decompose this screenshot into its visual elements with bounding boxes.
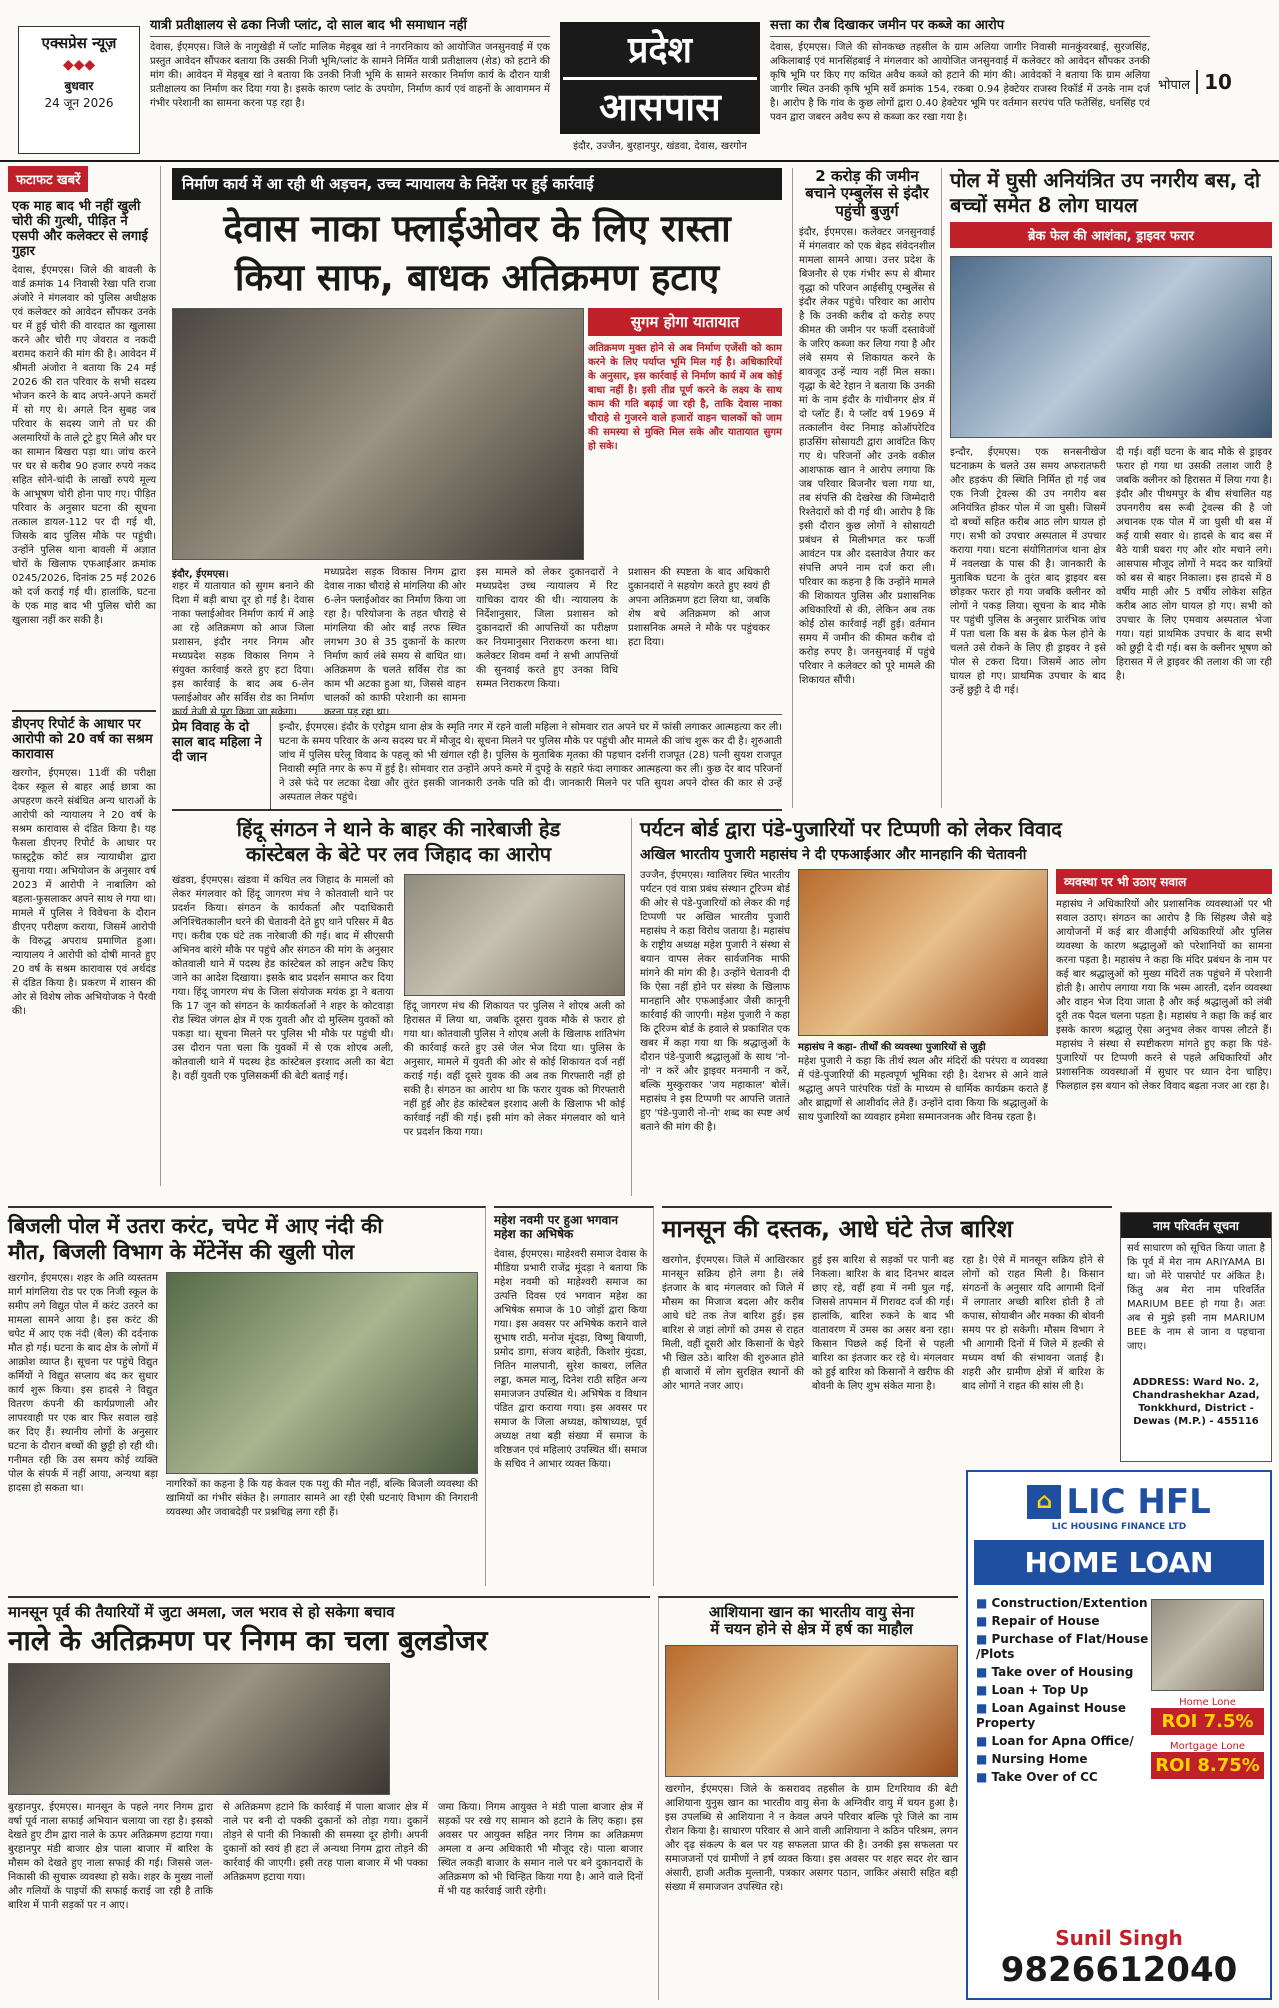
name-change-notice [1120, 1212, 1272, 1462]
sidebar-kicker: फटाफट खबरें [8, 166, 88, 192]
lead-story-col2-text: मध्यप्रदेश सड़क विकास निगम द्वारा देवास नाका चौराहे से मांगलिया की ओर 6-लेन फ्लाईओवर का निर्माण किया जा रहा है। परियोजना के तहत चौराहे से मांगलिया की ओर बाईं तरफ स्थित लगभग 30 से 35 दुकानों के कारण निर्माण कार्य लंबे समय से बाधित था। अतिक्रमण के चलते सर्विस रोड का काम भी अटका हुआ था, जिससे वाहन चालकों को काफी परेशानी का सामना करना पड़ रहा था। [324, 567, 466, 718]
lead-story [172, 168, 782, 718]
lead-story-pull-box [588, 308, 782, 558]
air-force-story-body: खरगोन, ईएमएस। जिले के कसरावद तहसील के ग्राम टिगरियाव की बेटी आशियाना युनुस खान का भारतीय वायु सेना के अग्निवीर वायु में चयन हुआ है। इस उपलब्धि से आशियाना ने न केवल अपने परिवार बल्कि पूरे जिले का नाम रोशन किया है। साधारण परिवार से आने वाली आशियाना ने कठिन परिश्रम, लगन और दृढ़ संकल्प के बल पर यह सफलता प्राप्त की है। उनकी इस सफलता पर समाजजनों एवं ग्रामीणों ने हर्ष व्यक्त किया। इस अवसर पर शहर सदर शेर खान अंसारी, हाजी अतीक मुल्तानी, पत्रकार असगर पठान, जाकिर अंसारी सहित बड़ी संख्या में समाजजन उपस्थित रहे। [665, 1783, 958, 1893]
lic-brand: LIC HFL [1066, 1482, 1211, 1522]
lic-item [976, 1683, 1151, 1698]
nala-story-col2: से अतिक्रमण हटाने कि कार्रवाई में पाला बाजार क्षेत्र में नाले पर बनी दो पक्की दुकानों को तोड़ा गया। दुकानें तोड़ने से पानी की निकासी की समस्या दूर होगी। अपनी दुकानों को स्वयं ही हटा लें अन्यथा निगम द्वारा तोड़ने की कार्रवाई की जाएगी। इसी तरह पाला बाजार में भी पक्का अतिक्रमण हटाया गया। [223, 1802, 428, 1884]
nala-story-columns [8, 1801, 650, 1981]
ambulance-story-body: इंदौर, ईएमएस। कलेक्टर जनसुनवाई में मंगलवार को एक बेहद संवेदनशील मामला सामने आया। उत्तर प्रदेश के बिजनौर से एक गंभीर रूप से बीमार वृद्धा को परिजन आईसीयू एम्बुलेंस से इंदौर लेकर पहुंचे। परिवार का आरोप है कि उनकी करीब दो करोड़ रुपए कीमत की जमीन पर फर्जी दस्तावेजों के जरिए कब्जा कर लिया गया है और लंबे समय से शिकायत करने के बावजूद उन्हें न्याय नहीं मिल सका। वृद्धा के बेटे रेहान ने बताया कि उनकी मां के नाम इंदौर के गांधीनगर क्षेत्र में दो प्लॉट हैं। ये प्लॉट वर्ष 1969 में तत्कालीन वेस्ट निमाड़ कोऑपरेटिव हाउसिंग सोसायटी द्वारा आवंटित किए गए थे। परिजनों और उनके वकील आशफाक खान ने आरोप लगाया कि जब परिवार बिजनौर चला गया था, तब संपत्ति की देखरेख की जिम्मेदारी रिश्तेदारों को दी गई थी। आरोप है कि इसी दौरान कुछ लोगों ने सोसायटी प्रबंधन से मिलीभगत कर फर्जी आवंटन पत्र और दस्तावेज तैयार कर संपत्ति अपने नाम दर्ज करा ली। परिवार का कहना है कि उन्होंने मामले की शिकायत पुलिस और प्रशासनिक अधिकारियों से की, लेकिन अब तक कोई ठोस कार्रवाई नहीं हुई। वर्तमान समय में जमीन की कीमत करीब दो करोड़ रुपए है। जनसुनवाई में पहुंचे परिवार ने कलेक्टर को पूरे मामले की शिकायत सौंपी। [799, 226, 935, 686]
top-left-story [150, 18, 550, 158]
bullet-icon: ■ [976, 1683, 992, 1697]
bullet-icon: ■ [976, 1632, 992, 1646]
monsoon-story-col3: रहा है। ऐसे में मानसून सक्रिय होने से लोगों को राहत मिली है। किसान संगठनों के अनुसार यदि आगामी दिनों में लगातार अच्छी बारिश होती है तो कपास, सोयाबीन और मक्का की बोवनी समय पर हो सकेगी। मौसम विभाग ने भी आगामी दिनों में जिले में हल्की से मध्यम वर्षा की संभावना जताई है। शहरी और ग्रामीण क्षेत्रों में बारिश के बाद लोगों ने राहत की सांस ली है। [962, 1254, 1104, 1392]
mahesh-story-body: देवास, ईएमएस। माहेश्वरी समाज देवास के मीडिया प्रभारी राजेंद्र मूंदड़ा ने बताया कि महेश नवमी को माहेश्वरी समाज का उत्पत्ति दिवस एवं भगवान महेश का अभिषेक समाज के 10 जोड़ों द्वारा किया गया। इस अवसर पर अभिषेक कराने वाले सुभाष राठी, मनोज मूंदड़ा, विष्णु बियाणी, प्रमोद डागा, संजय बाहेती, किशोर मुंदडा, नितिन मालपानी, सुरेश काबरा, ललित लड्डा, कमल मालू, दिनेश राठी सहित अन्य समाजजन उपस्थित थे। अभिषेक व विधान पंडित द्वारा कराया गया। इस अवसर पर समाज के जिला अध्यक्ष, कोषाध्यक्ष, पूर्व अध्यक्ष तथा बड़ी संख्या में समाज के वरिष्ठजन एवं महिलाएं उपस्थित थीं। समाज के सचिव ने आभार व्यक्त किया। [494, 1248, 647, 1470]
lic-item-label: Purchase of Flat/House /Plots [976, 1632, 1149, 1661]
bus-story-col2: दी गई। वहीं घटना के बाद मौके से ड्राइवर फरार हो गया था उसकी तलाश जारी है जबकि क्लीनर को हिरासत में लिया गया है। इंदौर और पीथमपुर के बीच संचालित यह उपनगरीय बस रूबी ट्रेवल्स की है जो अचानक एक पोल में जा घुसी थी बस में कई यात्री सवार थे। हादसे के बाद बस में बैठे यात्री घबरा गए और शोर मचाने लगे। आसपास मौजूद लोगों ने मदद कर यात्रियों को बस से बाहर निकाला। इस हादसे में 8 वर्षीय माही और 5 वर्षीय लोकेश सहित करीब आठ लोग घायल हो गए। सभी को उपचार के लिए एमवाय अस्पताल भेजा गया। यहां प्राथमिक उपचार के बाद सभी को छुट्टी दे दी गई। बस के क्लीनर भूषण को हिरासत में ले ड्राइवर की तलाश की जा रही है। [1116, 447, 1272, 682]
sidebar [8, 166, 161, 1186]
lic-roi-mortgage: ROI 8.75% [1151, 1752, 1264, 1779]
tourism-story-middle [798, 869, 1048, 1183]
lic-item [976, 1770, 1151, 1785]
bus-story-photo [950, 256, 1272, 438]
lic-item-label: Construction/Extention [991, 1596, 1148, 1610]
tourism-story-headline: पर्यटन बोर्ड द्वारा पंडे-पुजारियों पर टिप्पणी को लेकर विवाद [640, 817, 1062, 841]
bus-story [950, 168, 1272, 808]
masthead [18, 26, 140, 154]
lic-brand-block [968, 1472, 1270, 1532]
protest-story-col2 [404, 874, 626, 1186]
section-title-line1: प्रदेश [563, 25, 757, 80]
lead-story-kicker: निर्माण कार्य में आ रही थी अड़चन, उच्च न्यायालय के निर्देश पर हुई कार्रवाई [172, 168, 782, 200]
nala-story [8, 1596, 650, 2000]
lic-item-label: Take over of Housing [991, 1665, 1134, 1679]
tourism-story-side-kicker: व्यवस्था पर भी उठाए सवाल [1056, 869, 1272, 894]
top-right-story-title: सत्ता का रौब दिखाकर जमीन पर कब्जे का आरोप [770, 18, 1150, 37]
electric-story [8, 1206, 486, 1586]
air-force-story-photo [665, 1645, 958, 1777]
lic-item [976, 1614, 1151, 1629]
tourism-story-side-body: महासंघ ने अधिकारियों और प्रशासनिक व्यवस्थाओं पर भी सवाल उठाए। संगठन का आरोप है कि सिंहस्थ जैसे बड़े आयोजनों में कई बार वीआईपी अधिकारियों और पुलिस व्यवस्था के कारण श्रद्धालुओं को परेशानियों का सामना करना पड़ता है। महासंघ ने कहा कि मंदिर प्रबंधन के नाम पर कई बार श्रद्धालुओं को मुख्य मंदिरों तक पहुंचने में परेशानी होती है। आरोप लगाया गया कि भस्म आरती, दर्शन व्यवस्था और वाहन भेज दिया जाता है और कई श्रद्धालुओं को लंबी दूरी तक पैदल चलना पड़ता है। महासंघ ने कहा कि कई बार इसके कारण श्रद्धालु ऐसा अनुभव लेकर वापस लौटते हैं। महासंघ ने संस्था से स्पष्टीकरण मांगते हुए कहा कि पंडे-पुजारियों पर टिप्पणी करने से पहले अधिकारियों और प्रशासनिक व्यवस्थाओं में सुधार पर ध्यान देना चाहिए। फिलहाल इस बयान को लेकर विवाद बढ़ता नजर आ रहा है। [1056, 899, 1272, 1093]
lead-story-col3-text: इस मामले को लेकर दुकानदारों ने मध्यप्रदेश उच्च न्यायालय में रिट याचिका दायर की थी। न्यायालय के निर्देशानुसार, जिला प्रशासन को दुकानदारों की आपत्तियों का परीक्षण कर नियमानुसार निराकरण करना था। कलेक्टर शिवम वर्मा ने सभी आपत्तियों की सुनवाई करते हुए उनका विधि सम्मत निराकरण किया। [476, 567, 618, 690]
electric-story-headline-line1: बिजली पोल में उतरा करंट, चपेट में आए नंदी की [8, 1214, 383, 1238]
electric-story-caption: नागरिकों का कहना है कि यह केवल एक पशु की मौत नहीं, बल्कि बिजली व्यवस्था की खामियों का गंभीर संकेत है। लगातार सामने आ रही ऐसी घटनाएं विभाग की निगरानी व्यवस्था और जवाबदेही पर प्रश्नचिह्न लगा रही हैं। [166, 1479, 478, 1519]
lic-items-list [968, 1593, 1151, 1788]
bullet-icon: ■ [976, 1701, 992, 1715]
lic-body [968, 1593, 1270, 1788]
bullet-icon: ■ [976, 1614, 992, 1628]
lic-family-photo [1151, 1599, 1264, 1691]
brief-story [172, 714, 782, 811]
lic-rates [1151, 1593, 1270, 1788]
lic-roi-home: ROI 7.5% [1151, 1708, 1264, 1735]
lic-item-label: Loan + Top Up [991, 1683, 1089, 1697]
lead-story-headline-line2: किया साफ, बाधक अतिक्रमण हटाए [234, 255, 720, 299]
monsoon-story-col2: हुई इस बारिश से सड़कों पर पानी बह निकला। बारिश के बाद दिनभर बादल छाए रहे, वहीं हवा में नमी घुल गई, जिससे तापमान में गिरावट दर्ज की गई। हालांकि, बारिश रुकने के बाद भी वातावरण में उमस का असर बना रहा। किसान पिछले कई दिनों से पहली बारिश का इंतजार कर रहे थे। मंगलवार को हुई बारिश को किसानों ने खरीफ की बोवनी के लिए शुभ संकेत माना है। [812, 1254, 954, 1392]
lead-story-headline-line1: देवास नाका फ्लाईओवर के लिए रास्ता [223, 207, 731, 250]
tourism-story-photo [798, 869, 1048, 1036]
protest-story-col2-text: हिंदू जागरण मंच की शिकायत पर पुलिस ने शोएब अली को हिरासत में लिया था, जबकि दूसरा युवक मौके से फरार हो गया था। कोतवाली पुलिस ने शोएब अली के खिलाफ शांतिभंग की कार्रवाई करते हुए उसे जेल भेज दिया था। पुलिस के अनुसार, मामले में युवती की ओर से कोई शिकायत दर्ज नहीं कराई गई। वहीं दूसरे युवक की अब तक गिरफ्तारी नहीं हो सकी है। संगठन का आरोप था कि फरार युवक को गिरफ्तारी नहीं हुई और हेड कांस्टेबल इरशाद अली के खिलाफ भी कोई कार्रवाई नहीं की गई। इसी मांग को लेकर मंगलवार को थाने पर प्रदर्शन किया गया। [403, 1001, 625, 1138]
lic-item [976, 1734, 1151, 1749]
ambulance-story [792, 168, 942, 808]
protest-story-columns [172, 874, 625, 1186]
protest-story-headline-line2: कांस्टेबल के बेटे पर लव जिहाद का आरोप [245, 842, 552, 866]
masthead-date: 24 जून 2026 [44, 96, 114, 110]
electric-story-body: खरगोन, ईएमएस। शहर के अति व्यस्ततम मार्ग मांगलिया रोड पर एक निजी स्कूल के समीप लगे विद्युत पोल में करंट उतरने का मामला सामने आया है। इस करंट की चपेट में आए एक नंदी (बैल) की दर्दनाक मौत हो गई। घटना के बाद क्षेत्र के लोगों में आक्रोश व्याप्त है। सूचना पर पहुंचे विद्युत कर्मियों ने विद्युत सप्लाय बंद कर सुधार कार्य शुरू किया। इस हादसे ने विद्युत वितरण कंपनी की कार्यप्रणाली और लापरवाही पर एक बार फिर सवाल खड़े कर दिए हैं। स्थानीय लोगों के अनुसार घटना के दौरान बच्चों की छुट्टी हो रही थी। गनीमत रही कि उस समय कोई व्यक्ति पोल के संपर्क में नहीं आया, अन्यथा बड़ा हादसा हो सकता था। [8, 1273, 158, 1495]
protest-story-photo [404, 874, 626, 996]
masthead-day: बुधवार [64, 79, 94, 93]
brief-story-title: प्रेम विवाह के दो साल बाद महिला ने दी जान [172, 715, 271, 809]
page-info [1158, 70, 1232, 94]
mahesh-story [494, 1206, 654, 1586]
brief-story-body: इन्दौर, ईएमएस। इंदौर के एरोड्रम थाना क्षेत्र के स्मृति नगर में रहने वाली महिला ने सोमवार रात अपने घर में फांसी लगाकर आत्महत्या कर ली। घटना के समय परिवार के अन्य सदस्य घर में मौजूद थे। सूचना मिलने पर पुलिस मौके पर पहुंची और मामले की जांच शुरू कर दी है। शुरुआती जांच में पुलिस घरेलू विवाद के पहलू को भी खंगाल रही है। पुलिस के मुताबिक मृतका की पहचान दर्शनी राजपूत (28) पत्नी सुयश राजपूत निवासी स्मृति नगर के रूप में हुई है। सोमवार रात उन्होंने अपने कमरे में दुपट्टे के सहारे फंदा लगाकर आत्महत्या कर ली। कुछ देर बाद परिजनों ने उसे फंदे पर लटका देखा और तुरंत इसकी जानकारी उनके पति को दी। जानकारी मिलने पर पति सुयश अपने दोस्त की कार से उन्हें अस्पताल लेकर पहुंचे। [279, 722, 782, 803]
lic-item [976, 1752, 1151, 1767]
masthead-diamond-icon: ◆◆◆ [62, 57, 96, 73]
air-force-story-title-line2: में चयन होने से क्षेत्र में हर्ष का माहौल [710, 1620, 913, 1639]
electric-story-photo-col [166, 1272, 478, 1568]
top-left-story-body: देवास, ईएमएस। जिले के नागुखेड़ी में प्लॉट मालिक मेहबूब खां ने नगरनिकाय को आयोजित जनसुनवाई में एक प्रस्तुत आवेदन सौंपकर बताया कि उसकी निजी भूमि/प्लांट के सामने निर्मित यात्री प्रतीक्षालय (शेड) को हटाने की मांग की। आवेदन में मेहबूब खां ने बताया कि उनकी निजी भूमि के सामने सरकार निर्माण कार्य के दौरान यात्री प्रतीक्षालय का निर्माण कर दिया गया है। इसके कारण प्लांट के उपयोग, निर्माण कार्य एवं वाहनों के आवागमन में गंभीर परेशानी का सामना करना पड़ रहा है। [150, 42, 550, 109]
name-change-title: नाम परिवर्तन सूचना [1121, 1213, 1271, 1238]
lic-item [976, 1632, 1151, 1662]
top-right-story [770, 18, 1150, 158]
nala-story-photo [8, 1663, 390, 1795]
bullet-icon: ■ [976, 1734, 992, 1748]
lead-story-col4-text: प्रशासन की स्पष्टता के बाद अधिकारी दुकानदारों ने सहयोग करते हुए स्वयं ही अपना अतिक्रमण हटा लिया था, जबकि शेष बचे अतिक्रमण को आज प्रशासनिक अमले ने मौके पर पहुंचकर हटा दिया। [628, 567, 770, 648]
lic-item-label: Repair of House [991, 1614, 1100, 1628]
electric-story-columns [8, 1272, 479, 1568]
mahesh-story-title-line1: महेश नवमी पर हुआ भगवान [494, 1213, 619, 1227]
top-right-story-body: देवास, ईएमएस। जिले की सोनकच्छ तहसील के ग्राम अलिया जागीर निवासी मानकुंवरबाई, सुरजसिंह, अकिलाबाई एवं मानसिंहबाई ने मंगलवार को आयोजित जनसुनवाई में कलेक्टर को आवेदन सौंपकर उनकी कृषि भूमि पर किए गए कथित अवैध कब्जे को हटाने की मांग की। आवेदकों ने बताया कि ग्राम अलिया जागीर स्थित उनकी कृषि भूमि सर्वे क्रमांक 154, रकबा 0.94 हेक्टेयर राजस्व रिकॉर्ड में उनके नाम दर्ज है। आरोप है कि गांव के कुछ लोगों द्वारा 0.40 हेक्टेयर भूमि पर वर्तमान सरपंच पति फतेसिंह, धनसिंह एवं पवन द्वारा जबरन अवैध रूप से कब्जा कर रखा गया है। [770, 42, 1150, 123]
bus-story-headline: पोल में घुसी अनियंत्रित उप नगरीय बस, दो बच्चों समेत 8 लोग घायल [950, 168, 1261, 217]
lic-item-label: Take Over of CC [991, 1770, 1098, 1784]
protest-story-headline-line1: हिंदू संगठन ने थाने के बाहर की नारेबाजी हेड [236, 817, 561, 841]
lic-item-label: Loan for Apna Office/ [991, 1734, 1134, 1748]
monsoon-story-headline: मानसून की दस्तक, आधे घंटे तेज बारिश [662, 1215, 1013, 1243]
nala-story-headline: नाले के अतिक्रमण पर निगम का चला बुलडोजर [8, 1624, 488, 1658]
lic-title: HOME LOAN [974, 1540, 1264, 1585]
protest-story [172, 818, 632, 1196]
lead-story-photo [172, 308, 584, 560]
name-change-body: सर्व साधारण को सूचित किया जाता है कि पूर्व में मेरा नाम ARIYAMA BI था। जो मेरे पासपोर्ट पर अंकित है। किंतु अब मेरा नाम परिवर्तित MARIUM BEE हो गया है। अतः अब से मुझे इसी नाम MARIUM BEE के नाम से जाना व पहचाना जाए। [1127, 1243, 1265, 1352]
lead-story-dateline: इंदौर, ईएमएस। [172, 569, 229, 580]
tourism-story-side [1056, 869, 1272, 1183]
name-change-address: ADDRESS: Ward No. 2, Chandrashekhar Azad, Tonkkhurd, District - Dewas (M.P.) - 455116 [1132, 1377, 1260, 1427]
electric-story-headline-line2: मौत, बिजली विभाग के मेंटेनेंस की खुली पोल [8, 1240, 355, 1265]
lead-story-col1-text: शहर में यातायात को सुगम बनाने की दिशा में बड़ी बाधा दूर हो गई है। देवास नाका फ्लाईओवर निर्माण कार्य में आड़े आ रहे अतिक्रमण को आज जिला प्रशासन, इंदौर नगर निगम और मध्यप्रदेश सड़क विकास निगम ने संयुक्त कार्रवाई करते हुए हटा दिया। इस कार्रवाई के बाद अब 6-लेन फ्लाईओवर और सर्विस रोड का निर्माण कार्य तेजी से पूरा किया जा सकेगा। [172, 581, 314, 718]
tourism-story-col1: उज्जैन, ईएमएस। ग्वालियर स्थित भारतीय पर्यटन एवं यात्रा प्रबंध संस्थान टूरिज्म बोर्ड की ओर से पंडे-पुजारियों को लेकर की गई टिप्पणी पर अखिल भारतीय पुजारी महासंघ ने कड़ा विरोध जताया है। महासंघ के राष्ट्रीय अध्यक्ष महेश पुजारी ने संस्था से बयान वापस लेकर सार्वजनिक माफी मांगने की मांग की है। उन्होंने चेतावनी दी कि ऐसा नहीं होने पर संस्था के खिलाफ मानहानि और एफआईआर जैसी कानूनी कार्रवाई की जाएगी। महेश पुजारी ने कहा कि टूरिज्म बोर्ड के हवाले से प्रकाशित एक खबर में कहा गया था कि श्रद्धालुओं के दौरान पंडे-पुजारी श्रद्धालुओं के साथ 'नो-नो' न करें और ड्राइवर मनमानी न करें, बल्कि मुस्कुराकर 'जय महाकाल' बोलें। महासंघ ने इस टिप्पणी पर आपत्ति जताते हुए 'पंडे-पुजारी नो-नो' शब्द का स्पष्ट अर्थ बताने की मांग की है। [640, 870, 790, 1134]
mahesh-story-title-line2: महेश का अभिषेक [494, 1226, 574, 1241]
sidebar-story1-body: देवास, ईएमएस। जिले की बावली के वार्ड क्रमांक 14 निवासी रेखा पति राजा अंजोरे ने मंगलवार को पुलिस अधीक्षक एवं कलेक्टर को आवेदन सौंपकर उनके घर में हुई चोरी की वारदात का खुलासा करने और चोरी गए जेवरात व नकदी बरामद कराने की मांग की है। आवेदन में श्रीमती अंजोरा ने बताया कि 24 मई 2026 की रात परिवार के सभी सदस्य भोजन करने के बाद अपने-अपने कमरों में सो गए थे। अगले दिन सुबह जब परिवार के सदस्य जागे तो घर की अलमारियों के ताले टूटे हुए मिले और घर का सामान बिखरा पड़ा था। जांच करने पर घर से करीब 90 हजार रुपये नकद सहित सोने-चांदी के लाखों रुपये मूल्य के आभूषण चोरी होना पाए गए। पीड़ित परिवार के अनुसार घटना की सूचना तत्काल डायल-112 पर दी गई थी, जिसके बाद पुलिस मौके पर पहुंची। उन्होंने पुलिस थाना बावली में अज्ञात चोरों के खिलाफ एफआईआर क्रमांक 0245/2026, दिनांक 25 मई 2026 को दर्ज कराई गई थी। हालांकि, घटना के एक माह बाद भी पुलिस चोरी का खुलासा नहीं कर सकी है। [12, 264, 156, 626]
lic-item [976, 1665, 1151, 1680]
nala-story-col1: बुरहानपुर, ईएमएस। मानसून के पहले नगर निगम द्वारा वर्षा पूर्व नाला सफाई अभियान चलाया जा रहा है। इसको देखते हुए टीम द्वारा नाले के ऊपर अतिक्रमण हटाया गया। बुरहानपुर मंडी बाजार क्षेत्र पाला बाजार में बारिश के मौसम को देखते हुए नाला सफाई की गई। जिससे जल-निकासी की सुचारू व्यवस्था हो सके। शहर के मुख्य नालों और गलियों के पाइपों की सफाई कराई जा रही है ताकि बारिश में पानी सड़कों पर न आए। [8, 1802, 213, 1912]
lead-story-col1 [172, 566, 314, 718]
lead-story-columns [172, 566, 782, 718]
lic-phone: 9826612040 [1000, 1950, 1238, 1990]
sidebar-divider [12, 710, 156, 712]
bus-story-col1: इन्दौर, ईएमएस। एक सनसनीखेज घटनाक्रम के चलते उस समय अफरातफरी और हड़कंप की स्थिति निर्मित हो गई जब एक निजी ट्रेवल्स की उप नगरीय बस अनियंत्रित होकर पोल में जा घुसी। जिसमें दो बच्चों सहित करीब आठ लोग घायल हो गए। सभी को उपचार अस्पताल में उपचार कराया गया। घटना संयोगितागंज थाना क्षेत्र में नवलखा के पास की है। जानकारी के मुताबिक घटना के तुरंत बाद ड्राइवर बस छोड़कर फरार हो गया जबकि क्लीनर को लोगों ने पकड़ लिया। सूचना के बाद मौके पर पहुंची पुलिस के अनुसार प्रारंभिक जांच में पता चला कि बस के ब्रेक फेल होने के चलते उसे रोकने के लिए ही ड्राइवर ने इसे पोल से टकरा दिया। जिसमें आठ लोग घायल हो गए। प्राथमिक उपचार के बाद उन्हें छुट्टी दे दी गई। [950, 447, 1106, 696]
section-title-box [560, 22, 760, 134]
bullet-icon: ■ [976, 1752, 992, 1766]
air-force-story [658, 1596, 958, 2000]
bus-story-columns [950, 446, 1272, 816]
lead-story-pull-quote: अतिक्रमण मुक्त होने से अब निर्माण एजेंसी को काम करने के लिए पर्याप्त भूमि मिल गई है। अधिकारियों के अनुसार, इस कार्रवाई से निर्माण कार्य में अब कोई बाधा नहीं है। इसी तीव्र पूर्ण करने के लक्ष्य के साथ काम की गति बढ़ाई जा रही है, ताकि देवास नाका चौराहे से गुजरने वाले हजारों वाहन चालकों को जाम की समस्या से मुक्ति मिल सके और यातायात सुगम हो सके। [588, 343, 782, 452]
nala-story-kicker: मानसून पूर्व की तैयारियों में जुटा अमला, जल भराव से हो सकेगा बचाव [8, 1603, 395, 1621]
lic-contact [968, 1926, 1270, 1990]
sidebar-story1-title: एक माह बाद भी नहीं खुली चोरी की गुत्थी, पीड़ित ने एसपी और कलेक्टर से लगाई गुहार [12, 199, 148, 259]
lic-logo-icon: ⌂ [1027, 1485, 1061, 1519]
lic-agent: Sunil Singh [1055, 1926, 1183, 1950]
electric-story-photo [166, 1272, 478, 1474]
tourism-story [640, 818, 1272, 1196]
lic-item-label: Nursing Home [991, 1752, 1088, 1766]
lic-mortgage-label: Mortgage Lone [1170, 1741, 1245, 1752]
bullet-icon: ■ [976, 1596, 992, 1610]
sidebar-story2-body: खरगोन, ईएमएस। 11वीं की परीक्षा देकर स्कूल से बाहर आई छात्रा का अपहरण करने संबंधित अन्य धाराओं के आरोपी को न्यायालय ने 20 वर्ष के सश्रम कारावास से दंडित किया है। यह फैसला डीएनए रिपोर्ट के आधार पर फास्ट्रट्रैक कोर्ट सत्र न्यायाधीश द्वारा सुनाया गया। अभियोजन के अनुसार वर्ष 2023 में आरोपी ने नाबालिग को बहला-फुसलाकर अपने साथ ले गया था। मामले में पुलिस ने विवेचना के दौरान डीएनए परीक्षण कराया, जिसमें आरोपी के विरुद्ध अपराध प्रमाणित हुआ। न्यायालय ने आरोपी को दोषी मानते हुए 20 वर्ष के सश्रम कारावास एवं अर्थदंड से दंडित किया है। प्रकरण में शासन की ओर से विशेष लोक अभियोजक ने पैरवी की। [12, 767, 156, 1017]
bus-story-subhead: ब्रेक फेल की आशंका, ड्राइवर फरार [950, 222, 1272, 248]
ambulance-story-title: 2 करोड़ की जमीन बचाने एम्बुलेंस से इंदौर पहुंची बुजुर्ग [805, 167, 929, 220]
nala-story-col3: जमा किया। निगम आयुक्त ने मंडी पाला बाजार क्षेत्र में सड़कों पर रखे गए सामान को हटाने के लिए कहा। इस अवसर पर आयुक्त सहित नगर निगम का अतिक्रमण अमला व अन्य अधिकारी भी मौजूद रहे। पाला बाजार स्थित लकड़ी बाजार के समान नाले पर बने दुकानदारों के अतिक्रमण को भी चिन्हित किया गया है। आने वाले दिनों में भी यह कार्रवाई जारी रहेगी। [438, 1802, 643, 1898]
tourism-story-col2: महेश पुजारी ने कहा कि तीर्थ स्थल और मंदिरों की परंपरा व व्यवस्था में पंडे-पुजारियों की महत्वपूर्ण भूमिका रही है। देशभर से आने वाले श्रद्धालु अपने पारंपरिक पंडों के माध्यम से धार्मिक कार्यक्रम कराते हैं और ब्राह्मणों से आशीर्वाद लेते हैं। उन्होंने दावा किया कि श्रद्धालुओं के साथ पुजारियों का व्यवहार हमेशा सम्मानजनक और विनम्र रहता है। [798, 1056, 1048, 1124]
lic-home-loan-label: Home Lone [1179, 1697, 1236, 1708]
tourism-story-caption: महासंघ ने कहा- तीर्थों की व्यवस्था पुजारियों से जुड़ी [798, 1042, 986, 1054]
tourism-story-columns [640, 869, 1272, 1183]
protest-story-col1: खंडवा, ईएमएस। खंडवा में कथित लव जिहाद के मामलों को लेकर मंगलवार को हिंदू जागरण मंच ने कोतवाली थाने पर प्रदर्शन किया। संगठन के कार्यकर्ता और पदाधिकारी अनिश्चितकालीन धरने की चेतावनी देते हुए थाने परिसर में बैठ गए। करीब एक घंटे तक नारेबाजी की गई। बाद में सीएसपी अभिनव बारंगे मौके पर पहुंचे और संगठन की मांग के अनुसार कोतवाली थाने में पदस्थ हेड कांस्टेबल को लाइन अटैच किए जाने का आदेश दिखाया। इसके बाद प्रदर्शन समाप्त कर दिया गया। हिंदू जागरण मंच के जिला संयोजक मयंक ड्रा ने बताया कि 17 जून को संगठन के कार्यकर्ताओं ने शहर के कोटवाड़ा रोड स्थित जंगल क्षेत्र में एक युवती और दो मुस्लिम युवकों को पकड़ा था। सूचना मिलने पर पुलिस भी मौके पर पहुंची थी। उस दौरान पता चला कि युवकों में से एक शोएब अली, कोतवाली थाने में पदस्थ हेड कांस्टेबल इरशाद अली का बेटा है। वहीं युवती एक पुलिसकर्मी की बेटी बताई गई। [172, 875, 394, 1082]
bullet-icon: ■ [976, 1770, 992, 1784]
tourism-story-subhead: अखिल भारतीय पुजारी महासंघ ने दी एफआईआर और मानहानि की चेतावनी [640, 847, 1027, 863]
page-number: 10 [1196, 70, 1232, 94]
section-cities: इंदौर, उज्जैन, बुरहानपुर, खंडवा, देवास, खरगोन [573, 141, 747, 152]
top-left-story-title: यात्री प्रतीक्षालय से ढका निजी प्लांट, दो साल बाद भी समाधान नहीं [150, 18, 550, 37]
lead-story-tag: सुगम होगा यातायात [588, 308, 782, 336]
section-title-line2: आसपास [599, 85, 721, 129]
lic-item [976, 1701, 1151, 1731]
masthead-brand: एक्सप्रेस न्यूज़ [41, 34, 117, 52]
lic-brand-sub: LIC HOUSING FINANCE LTD [1051, 1522, 1187, 1532]
lic-item-label: Loan Against House Property [976, 1701, 1127, 1730]
air-force-story-title-line1: आशियाना खान का भारतीय वायु सेना [708, 1603, 915, 1621]
monsoon-story-col1: खरगोन, ईएमएस। जिले में आखिरकार मानसून सक्रिय होने लगा है। लंबे इंतजार के बाद मंगलवार को जिले में मौसम का मिजाज बदला और करीब आधे घंटे तक तेज बारिश हुई। इस बारिश से जहां लोगों को उमस से राहत मिली, वहीं दूसरी ओर किसानों के चेहरे भी खिल उठे। बारिश की शुरुआत होते ही बाजारों में लोग सुरक्षित स्थानों की ओर भागते नजर आए। [662, 1254, 804, 1392]
lic-advertisement [966, 1470, 1272, 2000]
sidebar-story2-title: डीएनए रिपोर्ट के आधार पर आरोपी को 20 वर्ष का सश्रम कारावास [12, 716, 153, 762]
lic-item [976, 1596, 1151, 1611]
bullet-icon: ■ [976, 1665, 992, 1679]
page-city: भोपाल [1158, 78, 1191, 93]
